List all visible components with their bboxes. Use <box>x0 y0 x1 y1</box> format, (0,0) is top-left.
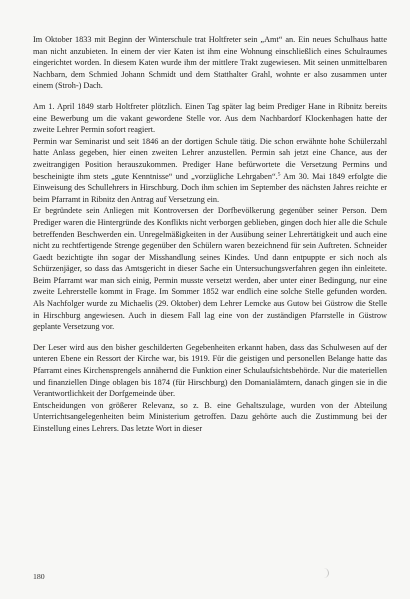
footnote-marker: 5 <box>277 170 281 177</box>
paragraph-2: Am 1. April 1849 starb Holtfreter plötzlich. Einen Tag später lag beim Prediger Hane in Ribnitz bereits eine Bewerbung um die vakant gewordene Stelle vor. Aus dem Nachbardorf Klockenhagen hatte der zweite Lehrer Permin sofort reagiert. <box>33 101 387 135</box>
paragraph-5: Der Leser wird aus den bisher geschilderten Gegebenheiten erkannt haben, dass das Schulwesen auf der unteren Ebene ein Ressort der Kirche war, bis 1919. Für die geistigen und personellen Belange hatte das Pfarramt eines Kirchensprengels annähernd die Funktion einer Schulaufsichtsbehörde. Nur die materiellen und finanziellen Dinge oblagen bis 1874 (für Hirschburg) den Domanialämtern, danach gingen sie in die Verantwortlichkeit der Dorfgemeinde über. <box>33 342 387 399</box>
paragraph-4: Er begründete sein Anliegen mit Kontroversen der Dorfbevölkerung gegenüber seiner Person. Dem Prediger waren die Hintergründe des Konflikts nicht verborgen geblieben, gingen doch hier alle die Schule betreffenden Beschwerden ein. Unregelmäßigkeiten in der Ausübung seiner Lehrertätigkeit und auch eine nicht zu rechtfertigende Strenge gegenüber den Schülern waren bezeichnend für sein Auftreten. Schneider Gaedt bezichtigte ihn sogar der Misshandlung seines Kindes. Und dann entpuppte er sich noch als Schürzenjäger, so dass das Amtsgericht in dieser Sache ein Untersuchungsverfahren gegen ihn einleitete. Beim Pfarramt war man sich einig, Permin musste versetzt werden, aber unter einer Bedingung, nur eine zweite Lehrerstelle kommt in Frage. Im Sommer 1852 war endlich eine solche Stelle gefunden worden. Als Nachfolger wurde zu Michaelis (29. Oktober) dem Lehrer Lemcke aus Gutow bei Güstrow die Stelle in Hirschburg angewiesen. Auch in diesem Fall lag eine von der zuständigen Pfarrstelle in Güstrow geplante Versetzung vor. <box>33 206 387 332</box>
page-number: 180 <box>33 572 45 581</box>
paragraph-3-text: Permin war Seminarist und seit 1846 an der dortigen Schule tätig. Die schon erwähnte hohe Schülerzahl hatte Anlass gegeben, hier einen zweiten Lehrer anzustellen. Permin sah jetzt eine Chance, aus der zweitrangigen Position herauszukommen. Prediger Hane befürwortete die Versetzung Permins und bescheinigte ihm stets „gute Kenntnisse“ und „vorzügliche Lehrgaben“. <box>33 136 387 181</box>
paragraph-6: Entscheidungen von größerer Relevanz, so z. B. eine Gehaltszulage, wurden von der Abteilung Unterrichtsangelegenheiten beim Ministerium getroffen. Dazu gehörte auch die Zustimmung bei der Einstellung eines Lehrers. Das letzte Wort in dieser <box>33 400 387 433</box>
document-body <box>33 34 387 435</box>
paragraph-3-continuation: Am 30. Mai 1849 erfolgte die Einweisung des Schullehrers in Hirschburg. Doch ihm schien im September des nächsten Jahres reichte er beim Pfarramt in Ribnitz den Antrag auf Versetzung ein. <box>33 171 388 204</box>
paragraph-1: Im Oktober 1833 mit Beginn der Winterschule trat Holtfreter sein „Amt“ an. Ein neues Schulhaus hatte man nicht anzubieten. In einem der vier Katen ist ihm eine Wohnung einschließlich eines Schulraumes eingerichtet worden. In diesem Katen wurde ihm der mittlere Trakt zugewiesen. Mit seinen unmittelbaren Nachbarn, dem Schmied Johann Schmidt und dem Statthalter Grahl, wohnte er also zusammen unter einem (Stroh-) Dach. <box>33 35 387 91</box>
paragraph-3 <box>33 136 387 206</box>
scan-artifact <box>322 568 329 578</box>
